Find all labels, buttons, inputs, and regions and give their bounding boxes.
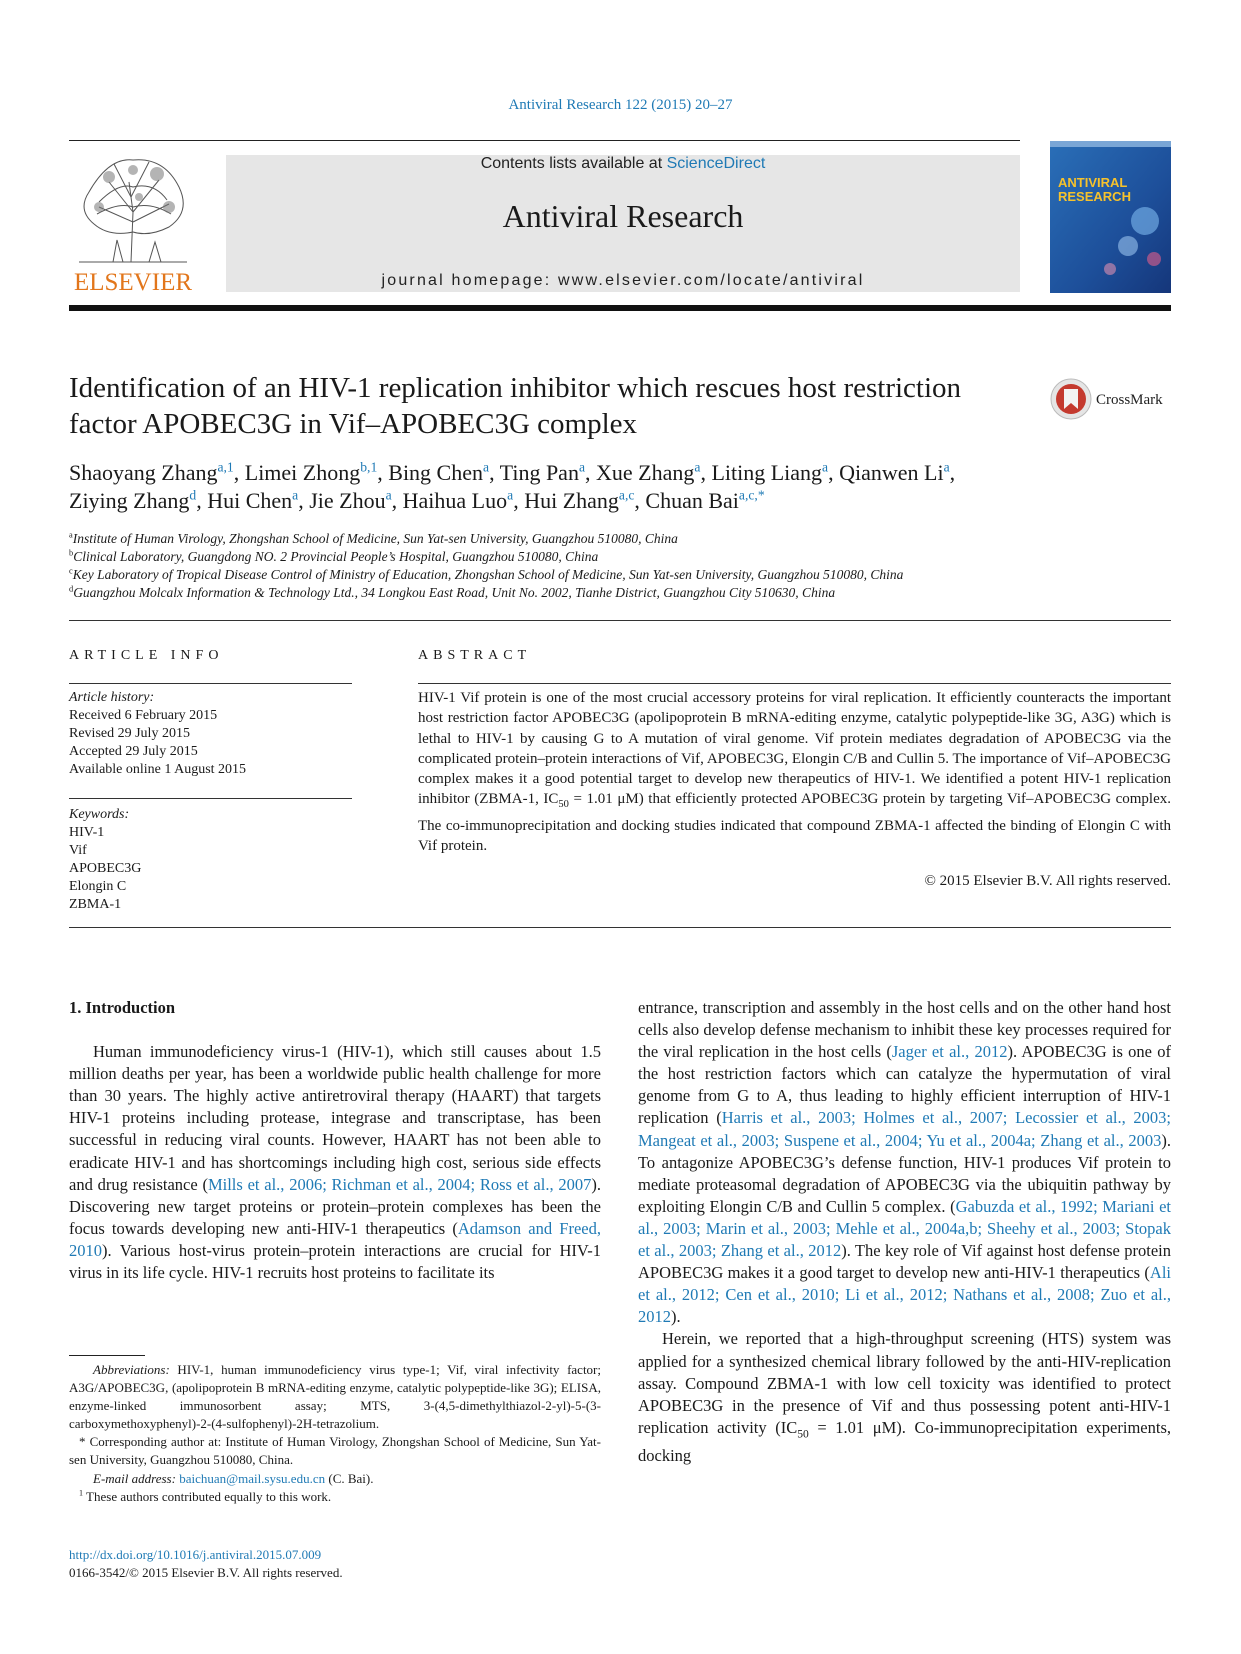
email-link[interactable]: baichuan@mail.sysu.edu.cn: [179, 1470, 326, 1486]
svg-text:RESEARCH: RESEARCH: [1058, 189, 1131, 204]
abstract-text: [418, 688, 1171, 856]
footnote-rule: [69, 1355, 145, 1356]
abstract-part1: HIV-1 Vif protein is one of the most crucial accessory proteins for viral replication. It efficiently counteracts the important host restriction factor APOBEC3G (apolipoprotein B mRNA-editing enzyme, catalytic polypeptide-like 3G, A3G) which is lethal to HIV-1 by causing G to A mutation of viral genome. Vif protein mediates degradation of APOBEC3G via the complicated protein–protein interactions of Vif, APOBEC3G, Elongin C/B and Cullin 5. The importance of Vif–APOBEC3G complex makes it a good potential target to develop new therapeutics of HIV-1. We identified a potent HIV-1 replication inhibitor (ZBMA-1, IC: [418, 690, 1171, 808]
journal-reference[interactable]: Antiviral Research 122 (2015) 20–27: [508, 97, 733, 113]
doi-block: [69, 1546, 343, 1582]
subscript: 50: [797, 1428, 809, 1441]
citation-link[interactable]: Ali et al., 2012; Cen et al., 2010; Li et al., 2012; Nathans et al., 2008; Zuo et al., 2012: [638, 1263, 1171, 1327]
journal-cover: [1050, 141, 1171, 293]
abbr-text: HIV-1, human immunodeficiency virus type-1; Vif, viral infectivity factor; A3G/APOBEC3G, (apolipoprotein B mRNA-editing enzyme, catalytic polypeptide-like 3G); ELISA, enzyme-linked immunosorbent assay; MTS, 3-(4,5-dimethylthiazol-2-yl)-5-(3-carboxymethoxyphenyl)-2-(4-sulfophenyl)-2H-tetrazolium.: [69, 1362, 601, 1432]
author-affiliation-mark: a: [943, 459, 950, 475]
author-name: Limei Zhong: [244, 460, 361, 485]
history-label: Article history:: [69, 690, 155, 705]
affiliation-mark: d: [69, 584, 74, 594]
author-separator: ,: [377, 460, 389, 485]
affiliation-item: [69, 530, 1179, 548]
doi-link[interactable]: http://dx.doi.org/10.1016/j.antiviral.2015.07.009: [69, 1547, 322, 1562]
svg-text:ANTIVIRAL: ANTIVIRAL: [1058, 175, 1128, 190]
author-separator: ,: [828, 460, 840, 485]
body-text: ). The key role of Vif against host defense protein APOBEC3G makes it a good target to develop new anti-HIV-1 therapeutics (: [638, 1241, 1171, 1283]
crossmark-badge[interactable]: [1050, 376, 1175, 422]
author-affiliation-mark: a: [578, 459, 586, 475]
body-text: ). Various host-virus protein–protein interactions are crucial for HIV-1 virus in its life cycle. HIV-1 recruits host proteins to facilitate its: [69, 1240, 601, 1283]
crossmark-icon: [1051, 379, 1091, 419]
author-separator: ,: [298, 488, 310, 513]
contents-prefix: Contents lists available at: [480, 155, 667, 172]
email-suffix: (C. Bai).: [325, 1470, 374, 1486]
author-name: Ziying Zhang: [69, 488, 190, 513]
corr-mark: *: [79, 1434, 86, 1450]
author-separator: ,: [391, 488, 403, 513]
body-text: entrance, transcription and assembly in the host cells and on the other hand host cells also develop defense mechanism to inhibit these key processes required for the viral replication in the host cells (: [638, 998, 1171, 1062]
issn-line: 0166-3542/© 2015 Elsevier B.V. All rights reserved.: [69, 1565, 343, 1580]
section-heading-introduction: 1. Introduction: [69, 998, 176, 1017]
svg-text:ELSEVIER: ELSEVIER: [73, 269, 193, 294]
email-label: E-mail address:: [93, 1470, 176, 1486]
author-affiliation-mark: a,c: [618, 487, 635, 503]
history-item: Received 6 February 2015: [69, 708, 218, 723]
abbr-label: Abbreviations:: [93, 1362, 170, 1377]
article-title: Identification of an HIV-1 replication inhibitor which rescues host restriction factor APOBEC3G in Vif–APOBEC3G complex: [69, 372, 962, 440]
author-name: Hui Zhang: [524, 488, 619, 513]
abstract-part2: = 1.01 μM) that efficiently protected APOBEC3G protein by targeting Vif–APOBEC3G complex. The co-immunoprecipitation and docking studies indicated that compound ZBMA-1 affected the binding of Elongin C with Vif protein.: [418, 791, 1171, 855]
citation-link[interactable]: Adamson and Freed, 2010: [69, 1218, 601, 1260]
equal-mark: 1: [79, 1488, 84, 1498]
author-affiliation-mark: b,1: [360, 459, 378, 475]
body-text: Human immunodeficiency virus-1 (HIV-1), which still causes about 1.5 million deaths per year, has been a worldwide public health challenge for more than 30 years. The highly active antiretroviral therapy (HAART) that targets HIV-1 proteins including protease, integrase and transcriptase, has been successful in reducing viral counts. However, HAART has not been able to eradicate HIV-1 and has shortcomings including high cost, serious side effects and drug resistance (: [69, 1042, 601, 1194]
footnote-email: [69, 1470, 601, 1488]
author-name: Qianwen Li: [839, 460, 944, 485]
author-name: Haihua Luo: [402, 488, 508, 513]
author-separator: ,: [196, 488, 208, 513]
journal-homepage[interactable]: journal homepage: www.elsevier.com/locate/antiviral: [381, 272, 865, 289]
history-item: Accepted 29 July 2015: [69, 744, 198, 759]
author-list: [69, 459, 1179, 515]
elsevier-logo: [69, 152, 197, 294]
keyword-item: Elongin C: [69, 879, 127, 894]
keywords-label: Keywords:: [69, 807, 130, 822]
affiliation-mark: a: [69, 530, 73, 540]
keyword-item: ZBMA-1: [69, 897, 122, 912]
author-name: Liting Liang: [711, 460, 823, 485]
body-paragraph: [638, 997, 1171, 1328]
keyword-item: HIV-1: [69, 825, 105, 840]
body-column-left: [69, 997, 601, 1284]
affiliation-text: Institute of Human Virology, Zhongshan School of Medicine, Sun Yat-sen University, Guangzhou 510080, China: [72, 531, 678, 546]
body-paragraph: [638, 1328, 1171, 1467]
affiliation-text: Clinical Laboratory, Guangdong NO. 2 Provincial People’s Hospital, Guangzhou 510080, China: [73, 549, 599, 564]
sciencedirect-link[interactable]: ScienceDirect: [666, 155, 766, 172]
equal-text: These authors contributed equally to this work.: [83, 1488, 332, 1504]
keywords: [69, 806, 352, 914]
author-separator: ,: [700, 460, 712, 485]
author-separator: ,: [489, 460, 500, 485]
affiliation-item: [69, 566, 1179, 584]
author-separator: ,: [634, 488, 646, 513]
footnotes: [69, 1361, 601, 1506]
author-name: Shaoyang Zhang: [69, 460, 218, 485]
body-text: Herein, we reported that a high-throughput screening (HTS) system was applied for a synthesized chemical library followed by the anti-HIV-replication assay. Compound ZBMA-1 with low cell toxicity was identified to protect APOBEC3G in the presence of Vif and thus possessing potent anti-HIV-1 replication activity (IC: [638, 1329, 1171, 1437]
body-text: ). APOBEC3G is one of the host restriction factors which can catalyze the hypermutation of viral genome from G to A, thus leading to highly efficient interruption of HIV-1 replication (: [638, 1042, 1171, 1128]
contents-line: [226, 155, 1020, 173]
history-item: Revised 29 July 2015: [69, 726, 190, 741]
divider: [69, 798, 352, 799]
svg-text:CrossMark: CrossMark: [1096, 392, 1163, 408]
elsevier-tree-icon: [69, 152, 197, 294]
article-info-heading: ARTICLE INFO: [69, 648, 224, 663]
abstract-ic-subscript: 50: [558, 799, 569, 811]
divider: [69, 927, 1171, 928]
author-affiliation-mark: a,c,*: [738, 487, 765, 503]
author-name: Bing Chen: [388, 460, 483, 485]
divider: [69, 683, 352, 684]
author-affiliation-mark: a: [385, 487, 392, 503]
body-column-right: [638, 997, 1171, 1467]
author-affiliation-mark: d: [189, 487, 197, 503]
author-separator: ,: [949, 460, 956, 485]
footnote-abbreviations: [69, 1361, 601, 1433]
body-text: ). Discovering new target proteins or protein–protein complexes has been the focus towards developing new anti-HIV-1 therapeutics (: [69, 1174, 601, 1238]
affiliation-list: [69, 530, 1179, 602]
footnote-equal-contribution: [69, 1488, 601, 1506]
author-separator: ,: [233, 460, 245, 485]
journal-title: Antiviral Research: [502, 198, 744, 234]
author-name: Hui Chen: [207, 488, 293, 513]
keyword-item: Vif: [69, 843, 87, 858]
citation-link[interactable]: Mills et al., 2006; Richman et al., 2004; Ross et al., 2007: [207, 1174, 592, 1194]
corr-text: Corresponding author at: Institute of Human Virology, Zhongshan School of Medicine, Sun Yat-sen University, Guangzhou 510080, China.: [69, 1434, 601, 1468]
author-separator: ,: [585, 460, 597, 485]
abstract-copyright: © 2015 Elsevier B.V. All rights reserved.: [924, 873, 1171, 889]
author-name: Chuan Bai: [645, 488, 739, 513]
affiliation-item: [69, 584, 1179, 602]
author-separator: ,: [513, 488, 525, 513]
top-rule: [69, 140, 1020, 141]
body-text: ).: [671, 1307, 681, 1327]
footnote-corresponding: [69, 1433, 601, 1469]
citation-link[interactable]: Gabuzda et al., 1992; Mariani et al., 2003; Marin et al., 2003; Mehle et al., 2004a,b; Sheehy et al., 2003; Stopak et al., 2003; Zhang et al., 2012: [638, 1196, 1171, 1261]
author-name: Ting Pan: [499, 460, 579, 485]
article-history: [69, 689, 352, 779]
keyword-item: APOBEC3G: [69, 861, 142, 876]
affiliation-text: Guangzhou Molcalx Information & Technology Ltd., 34 Longkou East Road, Unit No. 2002, Tianhe District, Guangzhou City 510630, China: [73, 585, 836, 600]
body-paragraph: [69, 1041, 601, 1284]
history-item: Available online 1 August 2015: [69, 762, 247, 777]
author-affiliation-mark: a: [507, 487, 514, 503]
author-affiliation-mark: a: [694, 459, 701, 475]
citation-link[interactable]: Harris et al., 2003; Holmes et al., 2007; Lecossier et al., 2003; Mangeat et al., 2003; Suspene et al., 2004; Yu et al., 2004a; Zhang et al., 2003: [638, 1108, 1172, 1150]
history-list: [69, 707, 352, 779]
affiliation-mark: c: [69, 566, 73, 576]
keyword-list: [69, 824, 352, 914]
body-text: ). To antagonize APOBEC3G’s defense function, HIV-1 produces Vif protein to mediate proteasomal degradation of APOBEC3G via the ubiquitin pathway by exploiting Elongin C/B and Cullin 5 complex. (: [638, 1130, 1171, 1216]
author-affiliation-mark: a: [292, 487, 299, 503]
author-affiliation-mark: a: [822, 459, 829, 475]
author-affiliation-mark: a,1: [217, 459, 234, 475]
divider: [69, 620, 1171, 621]
abstract-heading: ABSTRACT: [418, 648, 532, 663]
affiliation-item: [69, 548, 1179, 566]
author-affiliation-mark: a: [483, 459, 490, 475]
divider: [418, 683, 1171, 684]
citation-link[interactable]: Jager et al., 2012: [891, 1042, 1008, 1062]
author-name: Xue Zhang: [596, 460, 695, 485]
author-name: Jie Zhou: [309, 488, 386, 513]
body-text: = 1.01 μM). Co-immunoprecipitation experiments, docking: [638, 1417, 1171, 1466]
header-thick-rule: [69, 305, 1171, 311]
affiliation-text: Key Laboratory of Tropical Disease Control of Ministry of Education, Zhongshan School of Medicine, Sun Yat-sen University, Guangzhou 510080, China: [72, 567, 904, 582]
affiliation-mark: b: [69, 548, 74, 558]
